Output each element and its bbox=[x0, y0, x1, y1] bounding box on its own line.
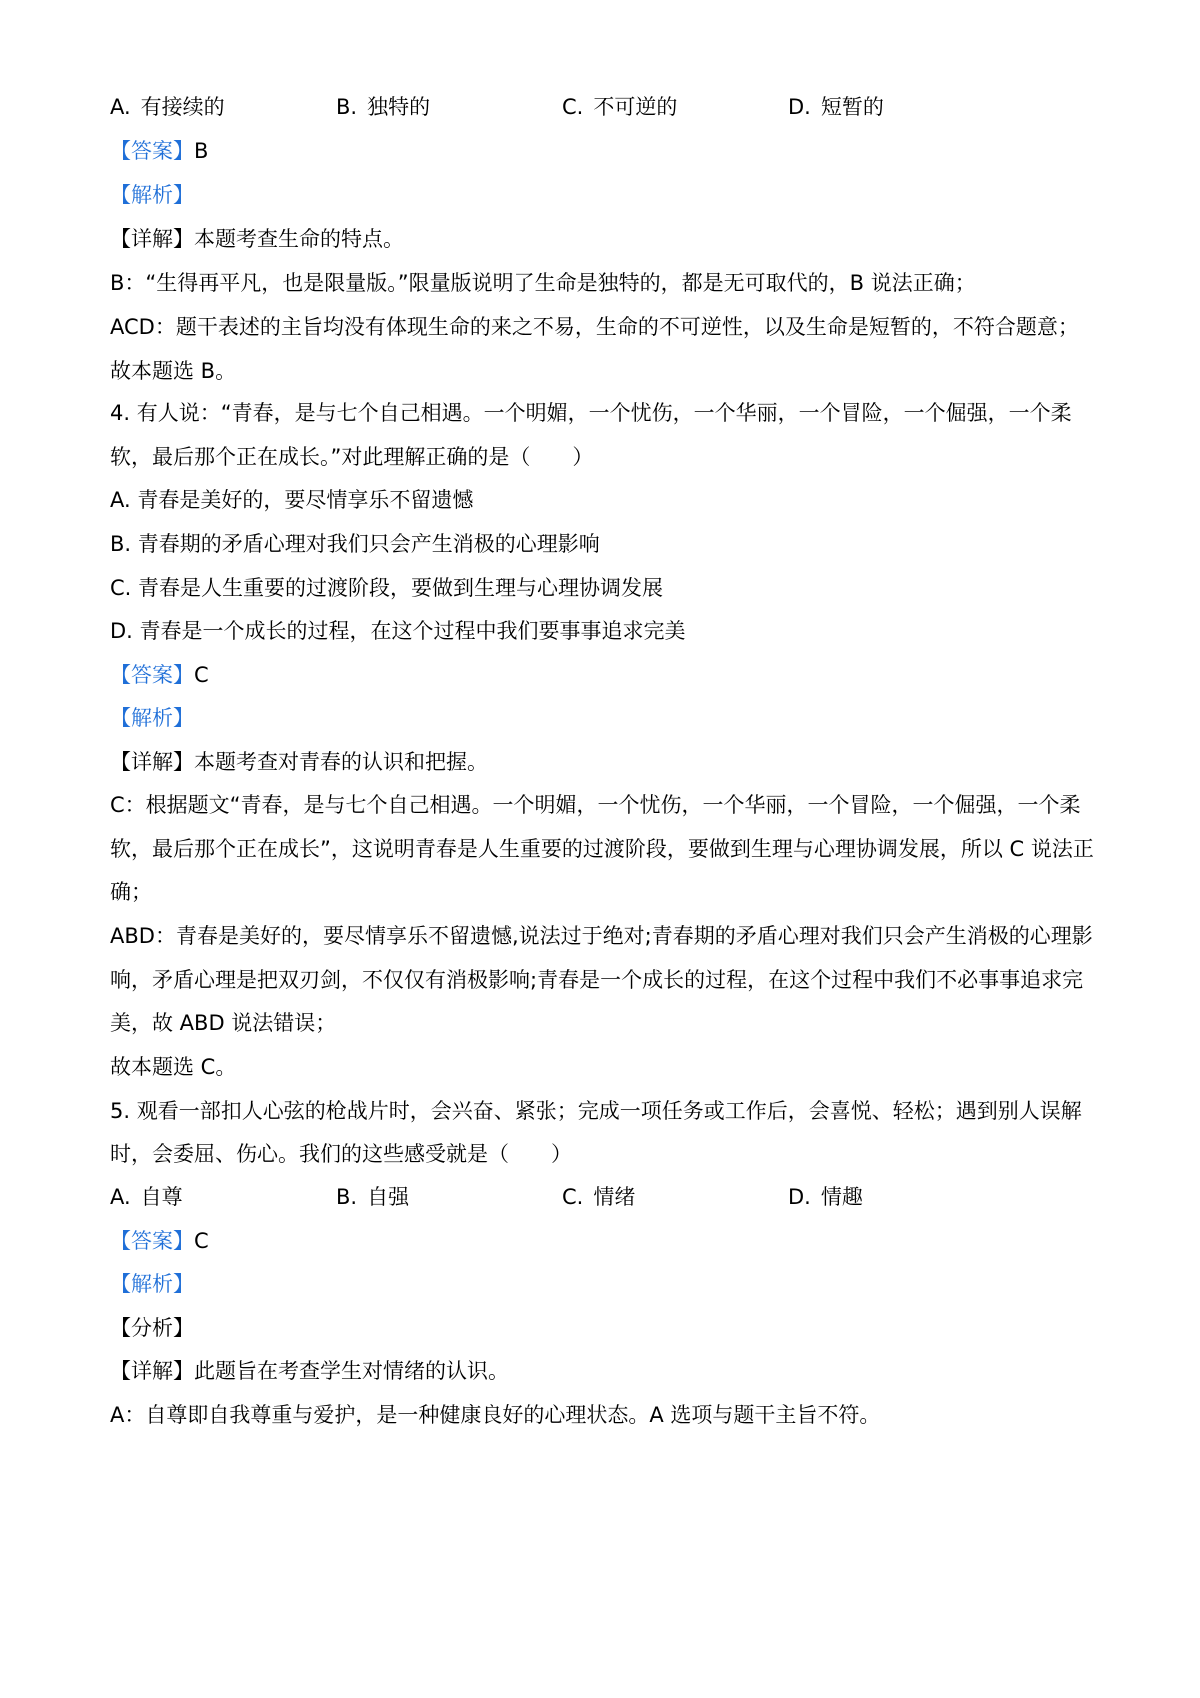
q4-stem-line: 软，最后那个正在成长。”对此理解正确的是（ ） bbox=[110, 445, 594, 469]
q3-option-c: C. 不可逆的 bbox=[562, 95, 678, 119]
answer-tag: 【答案】 bbox=[110, 139, 194, 163]
q5-option-b: B. 自强 bbox=[336, 1185, 410, 1209]
q4-option-a: A. 青春是美好的，要尽情享乐不留遗憾 bbox=[110, 488, 474, 512]
q4-answer bbox=[110, 660, 1100, 690]
q4-option-d: D. 青春是一个成长的过程，在这个过程中我们要事事追求完美 bbox=[110, 619, 686, 643]
q3-detail: 【详解】本题考查生命的特点。 bbox=[110, 227, 404, 251]
q4-option-c: C. 青春是人生重要的过渡阶段，要做到生理与心理协调发展 bbox=[110, 576, 664, 600]
q5-option-c: C. 情绪 bbox=[562, 1185, 636, 1209]
q3-option-b: B. 独特的 bbox=[336, 95, 431, 119]
answer-tag: 【答案】 bbox=[110, 1229, 194, 1253]
q4-explanation-line: 确； bbox=[110, 880, 152, 904]
q5-option-d: D. 情趣 bbox=[788, 1185, 863, 1209]
q5-explanation-line: A：自尊即自我尊重与爱护，是一种健康良好的心理状态。A 选项与题干主旨不符。 bbox=[110, 1403, 881, 1427]
q4-explanation-line: 响，矛盾心理是把双刃剑，不仅仅有消极影响;青春是一个成长的过程，在这个过程中我们不必事事追求完 bbox=[110, 968, 1084, 992]
answer-tag: 【答案】 bbox=[110, 663, 194, 687]
q5-option-a: A. 自尊 bbox=[110, 1185, 183, 1209]
q4-analysis-tag: 【解析】 bbox=[110, 706, 194, 730]
q3-conclusion: 故本题选 B。 bbox=[110, 359, 237, 383]
q4-detail: 【详解】本题考查对青春的认识和把握。 bbox=[110, 750, 488, 774]
q5-answer bbox=[110, 1226, 1100, 1256]
q5-fenxi: 【分析】 bbox=[110, 1316, 194, 1340]
answer-value: C bbox=[194, 663, 209, 687]
q5-options bbox=[110, 1182, 1100, 1212]
q5-detail: 【详解】此题旨在考查学生对情绪的认识。 bbox=[110, 1359, 509, 1383]
q3-options bbox=[110, 92, 1100, 122]
q5-stem-line: 时，会委屈、伤心。我们的这些感受就是（ ） bbox=[110, 1142, 572, 1166]
q4-conclusion: 故本题选 C。 bbox=[110, 1055, 237, 1079]
q4-explanation-line: 软，最后那个正在成长”，这说明青春是人生重要的过渡阶段，要做到生理与心理协调发展，所以 C 说法正 bbox=[110, 837, 1094, 861]
q4-explanation-line: 美，故 ABD 说法错误； bbox=[110, 1011, 337, 1035]
q3-explanation-line: B：“生得再平凡，也是限量版。”限量版说明了生命是独特的，都是无可取代的，B 说法正确； bbox=[110, 271, 976, 295]
answer-value: B bbox=[194, 139, 209, 163]
q3-option-d: D. 短暂的 bbox=[788, 95, 884, 119]
q3-answer bbox=[110, 136, 1100, 166]
q3-explanation-line: ACD：题干表述的主旨均没有体现生命的来之不易，生命的不可逆性，以及生命是短暂的，不符合题意； bbox=[110, 315, 1079, 339]
q3-analysis-tag: 【解析】 bbox=[110, 183, 194, 207]
q4-explanation-line: ABD：青春是美好的，要尽情享乐不留遗憾,说法过于绝对;青春期的矛盾心理对我们只会产生消极的心理影 bbox=[110, 924, 1093, 948]
q4-stem-line: 4. 有人说：“青春，是与七个自己相遇。一个明媚，一个忧伤，一个华丽，一个冒险，一个倔强，一个柔 bbox=[110, 401, 1072, 425]
q4-option-b: B. 青春期的矛盾心理对我们只会产生消极的心理影响 bbox=[110, 532, 600, 556]
q4-explanation-line: C：根据题文“青春，是与七个自己相遇。一个明媚，一个忧伤，一个华丽，一个冒险，一个倔强，一个柔 bbox=[110, 793, 1081, 817]
q5-analysis-tag: 【解析】 bbox=[110, 1272, 194, 1296]
answer-value: C bbox=[194, 1229, 209, 1253]
q3-option-a: A. 有接续的 bbox=[110, 95, 225, 119]
q5-stem-line: 5. 观看一部扣人心弦的枪战片时，会兴奋、紧张；完成一项任务或工作后，会喜悦、轻松；遇到别人误解 bbox=[110, 1099, 1082, 1123]
